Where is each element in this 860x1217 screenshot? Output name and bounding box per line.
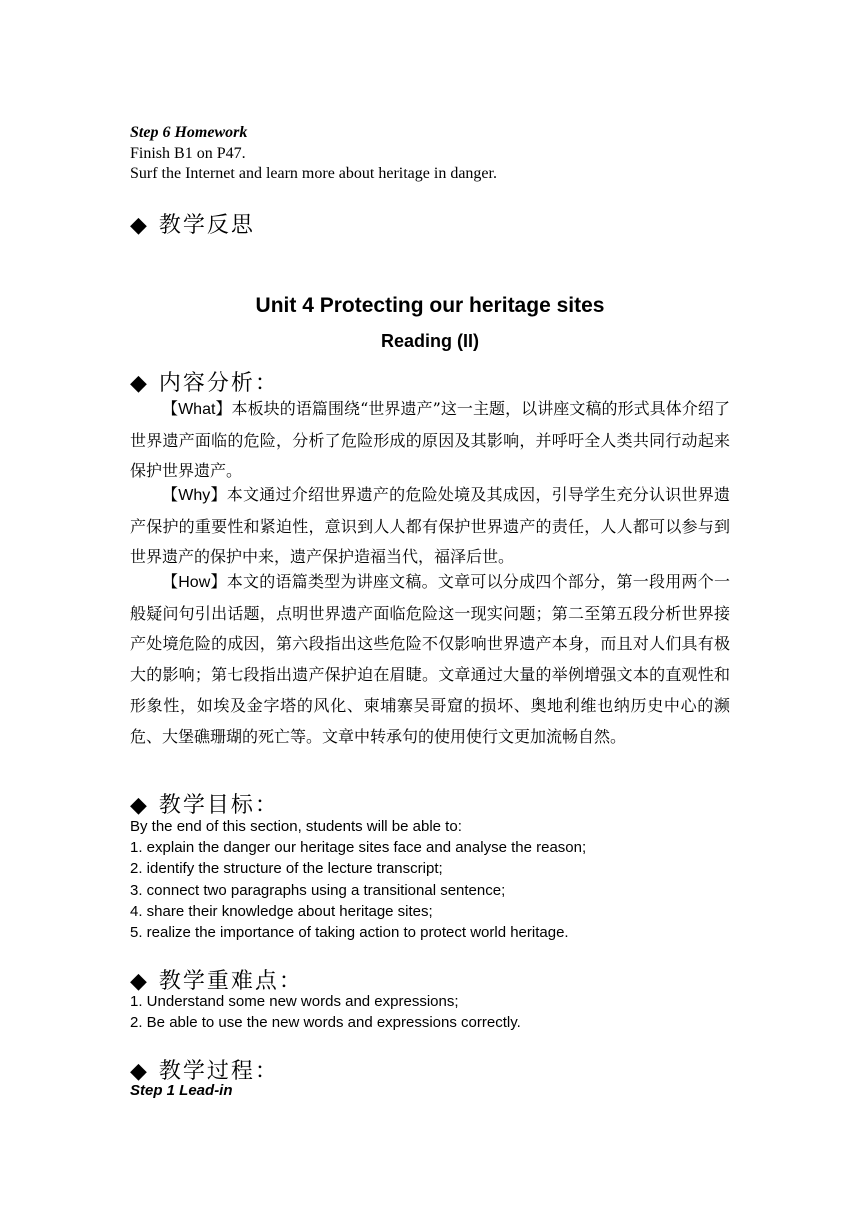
- content-analysis-heading: [130, 366, 279, 397]
- reflection-heading-text: 教学反思: [158, 213, 255, 238]
- analysis-paragraph-what: [130, 394, 730, 487]
- list-item: 5. realize the importance of taking action to protect world heritage.: [130, 924, 569, 942]
- unit-subtitle: Reading (II): [381, 331, 479, 351]
- diamond-bullet-icon: ◆: [130, 213, 149, 238]
- paragraph-tag: 【Why】: [162, 487, 227, 504]
- diamond-bullet-icon: ◆: [130, 969, 149, 994]
- diamond-bullet-icon: ◆: [130, 1059, 149, 1084]
- objectives-intro: By the end of this section, students will be able to:: [130, 818, 462, 835]
- process-heading: [130, 1054, 279, 1085]
- paragraph-text: 本文通过介绍世界遗产的危险处境及其成因，引导学生充分认识世界遗产保护的重要性和紧迫性，意识到人人都有保护世界遗产的责任，人人都可以参与到世界遗产的保护中来，遗产保护造福当代，福泽后世。: [130, 485, 730, 567]
- unit-title: Unit 4 Protecting our heritage sites: [255, 294, 605, 317]
- reflection-heading: [130, 208, 255, 239]
- paragraph-tag: 【What】: [162, 401, 232, 418]
- list-item: 2. identify the structure of the lecture transcript;: [130, 860, 443, 878]
- objectives-heading: [130, 788, 279, 819]
- paragraph-text: 本板块的语篇围绕“世界遗产”这一主题，以讲座文稿的形式具体介绍了世界遗产面临的危险，分析了危险形成的原因及其影响，并呼吁全人类共同行动起来保护世界遗产。: [130, 399, 730, 481]
- paragraph-tag: 【How】: [162, 574, 227, 591]
- list-item: 2. Be able to use the new words and expressions correctly.: [130, 1014, 521, 1032]
- key-points-heading-text: 教学重难点：: [158, 969, 303, 994]
- content-analysis-heading-text: 内容分析：: [158, 371, 279, 396]
- list-item: 4. share their knowledge about heritage sites;: [130, 902, 433, 920]
- paragraph-text: 本文的语篇类型为讲座文稿。文章可以分成四个部分，第一段用两个一般疑问句引出话题，点明世界遗产面临危险这一现实问题；第二至第五段分析世界接产处境危险的成因，第六段指出这些危险不仅影响世界遗产本身，而且对人们具有极大的影响；第七段指出遗产保护迫在眉睫。文章通过大量的举例增强文本的直观性和形象性，如埃及金字塔的风化、柬埔寨吴哥窟的损坏、奥地利维也纳历史中心的濒危、大堡礁珊瑚的死亡等。文章中转承句的使用使行文更加流畅自然。: [130, 572, 730, 746]
- analysis-paragraph-why: [130, 480, 730, 573]
- diamond-bullet-icon: ◆: [130, 793, 149, 818]
- objectives-heading-text: 教学目标：: [158, 793, 279, 818]
- homework-line: Surf the Internet and learn more about heritage in danger.: [130, 165, 497, 182]
- analysis-paragraph-how: [130, 567, 730, 752]
- homework-step-title: Step 6 Homework: [130, 124, 248, 141]
- step-lead-in: Step 1 Lead-in: [130, 1082, 233, 1099]
- objectives-list: [130, 816, 770, 943]
- homework-line: Finish B1 on P47.: [130, 145, 246, 162]
- diamond-bullet-icon: ◆: [130, 371, 149, 396]
- list-item: 1. explain the danger our heritage sites face and analyse the reason;: [130, 839, 587, 857]
- process-heading-text: 教学过程：: [158, 1059, 279, 1084]
- list-item: 3. connect two paragraphs using a transitional sentence;: [130, 881, 506, 899]
- key-points-list: [130, 991, 770, 1033]
- list-item: 1. Understand some new words and expressions;: [130, 993, 459, 1010]
